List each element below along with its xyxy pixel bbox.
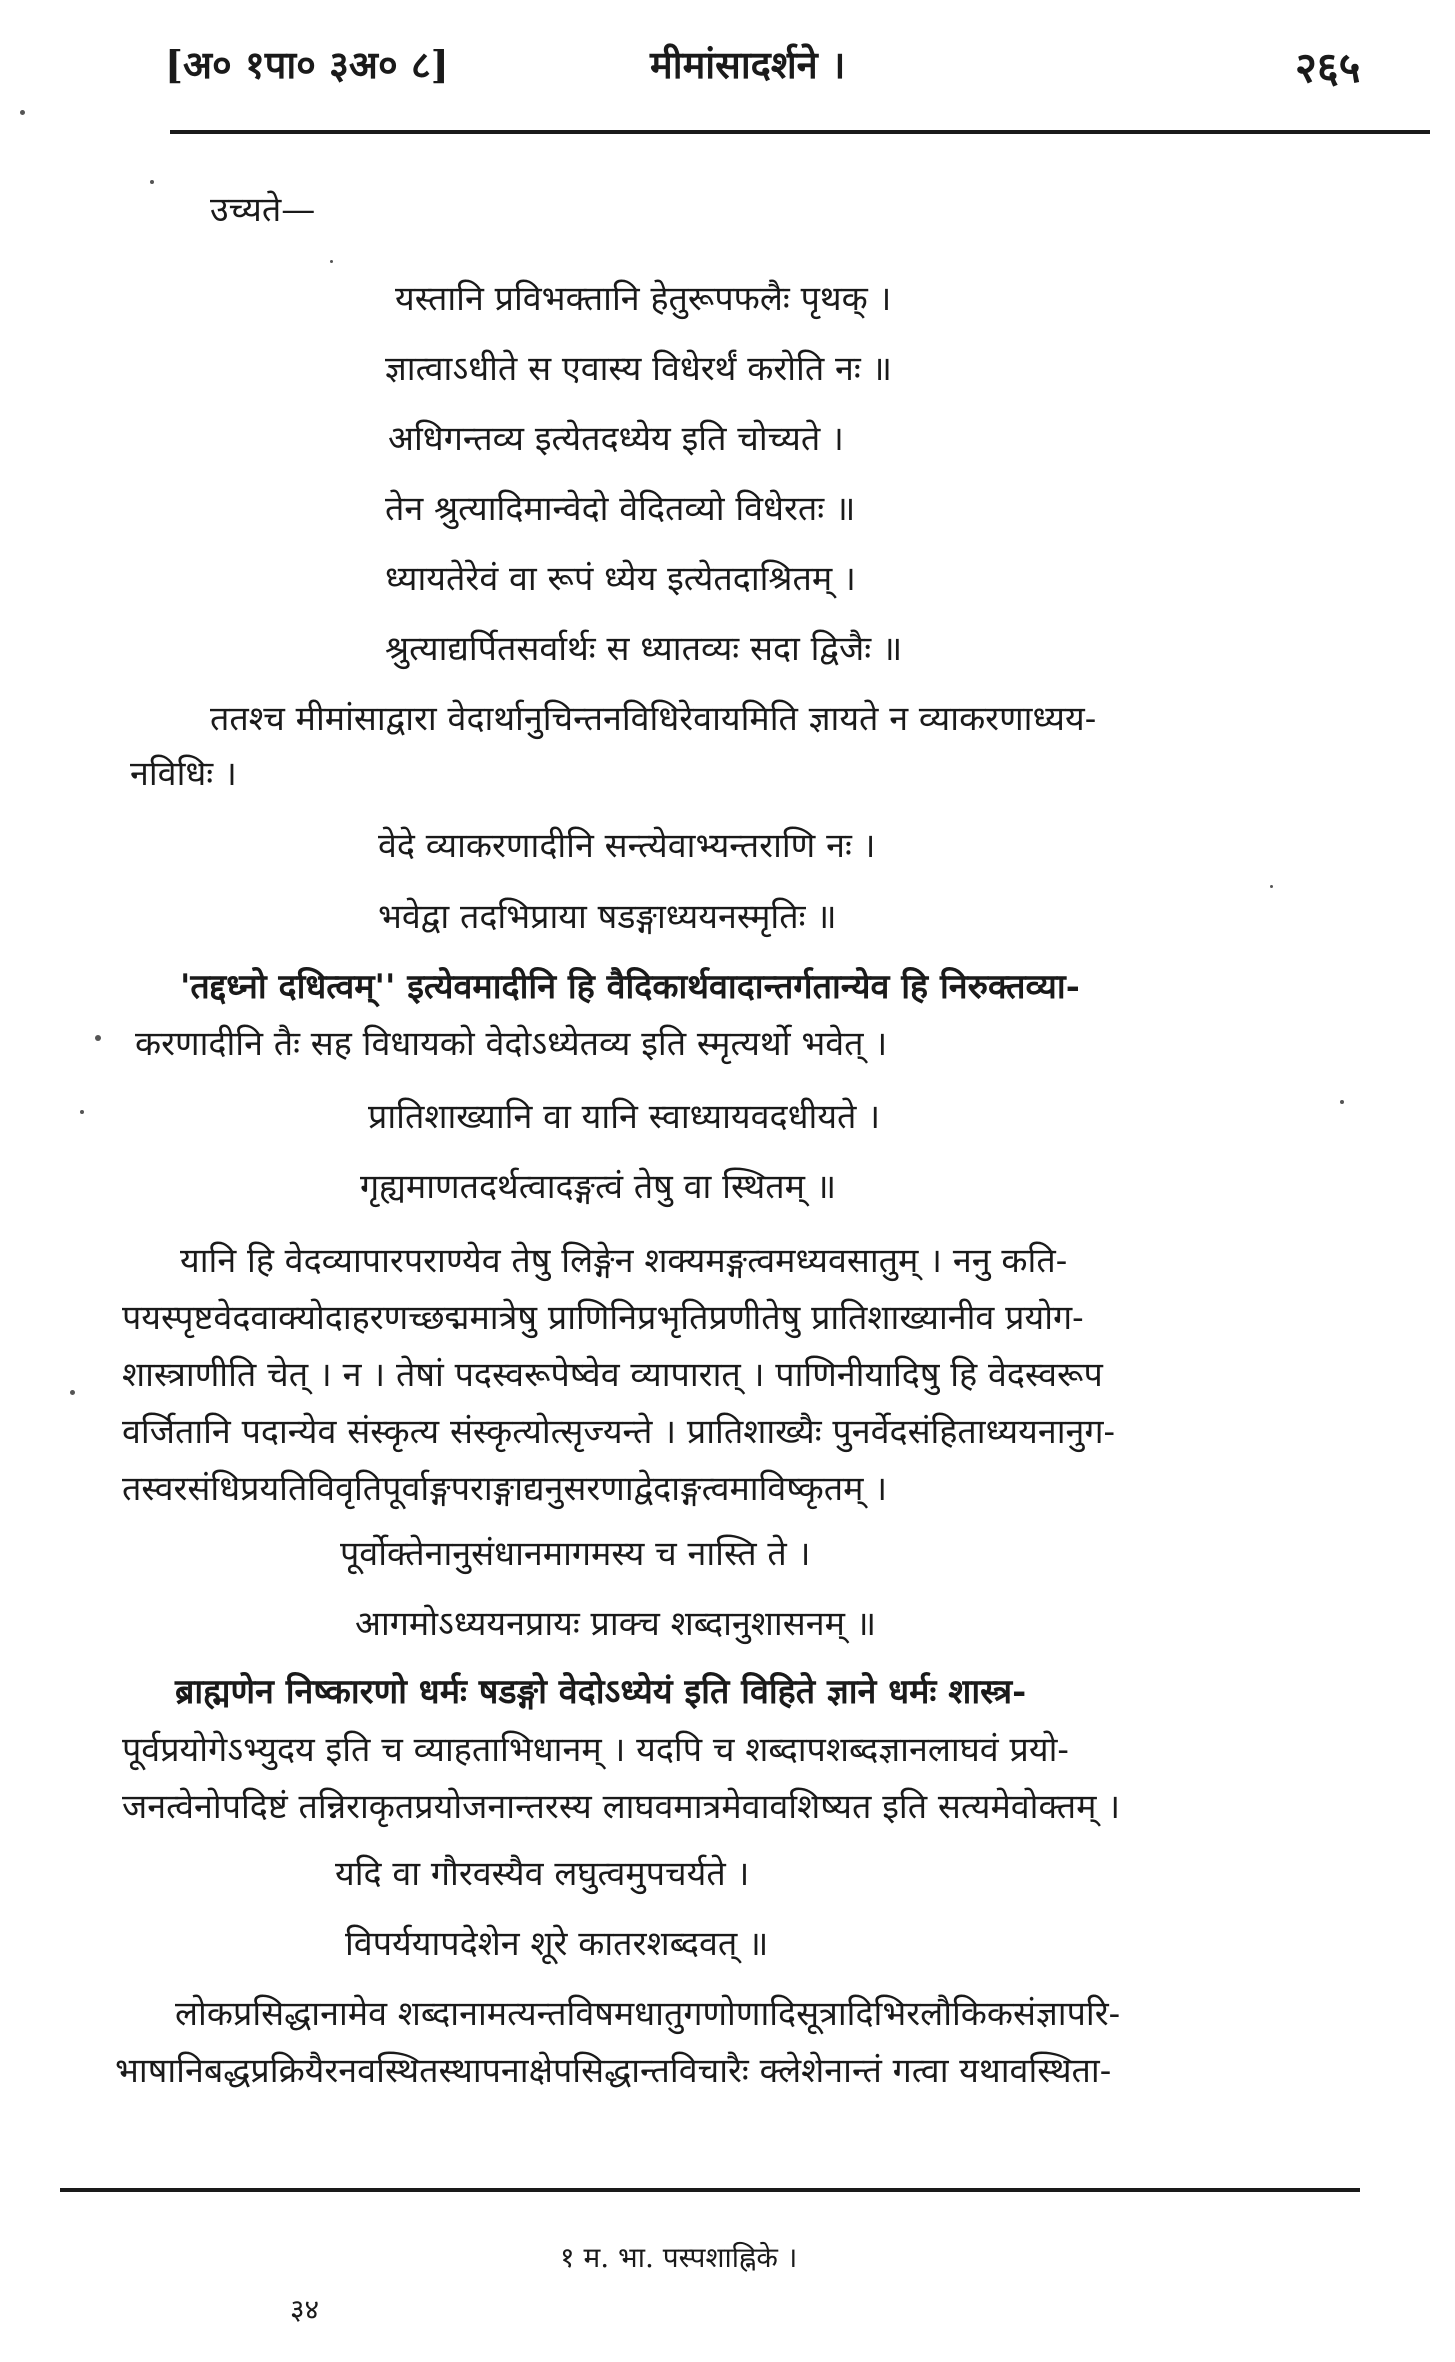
text-line: 'तद्दध्नो दधित्वम्'' इत्येवमादीनि हि वैदिकार्थवादान्तर्गतान्येव हि निरुक्तव्या-: [180, 967, 1080, 1007]
page-number: २६५: [1295, 43, 1361, 92]
text-line: शास्त्राणीति चेत् । न । तेषां पदस्वरूपेष्वेव व्यापारात् । पाणिनीयादिषु हि वेदस्वरूप: [122, 1355, 1103, 1395]
text-line: पयस्पृष्टवेदवाक्योदाहरणच्छद्ममात्रेषु प्राणिनिप्रभृतिप्रणीतेषु प्रातिशाख्यानीव प्रयोग-: [122, 1298, 1084, 1338]
scan-speck: [1340, 1100, 1344, 1104]
text-line: ततश्च मीमांसाद्वारा वेदार्थानुचिन्तनविधिरेवायमिति ज्ञायते न व्याकरणाध्यय-: [210, 699, 1097, 739]
text-line: लोकप्रसिद्धानामेव शब्दानामत्यन्तविषमधातुगणोणादिसूत्रादिभिरलौकिकसंज्ञापरि-: [175, 1994, 1121, 2034]
scan-speck: [80, 1110, 84, 1114]
verse-line: भवेद्वा तदभिप्राया षडङ्गाध्ययनस्मृतिः ॥: [378, 897, 837, 937]
verse-line: यस्तानि प्रविभक्तानि हेतुरूपफलैः पृथक् ।: [395, 279, 892, 319]
verse-line: अधिगन्तव्य इत्येतदध्येय इति चोच्यते ।: [388, 419, 844, 459]
text-line: करणादीनि तैः सह विधायको वेदोऽध्येतव्य इति स्मृत्यर्थो भवेत् ।: [135, 1024, 888, 1064]
text-line: ब्राह्मणेन निष्कारणो धर्मः षडङ्गो वेदोऽध्येयं इति विहिते ज्ञाने धर्मः शास्त्र-: [175, 1672, 1027, 1712]
signature-mark: ३४: [290, 2293, 320, 2326]
verse-line: ध्यायतेरेवं वा रूपं ध्येय इत्येतदाश्रितम् ।: [385, 559, 856, 599]
verse-line: गृह्यमाणतदर्थत्वादङ्गत्वं तेषु वा स्थितम् ॥: [360, 1167, 837, 1207]
text-line: जनत्वेनोपदिष्टं तन्निराकृतप्रयोजनान्तरस्य लाघवमात्रमेवावशिष्यत इति सत्यमेवोक्तम् ।: [122, 1787, 1121, 1827]
scan-speck: [95, 1035, 101, 1041]
verse-line: प्रातिशाख्यानि वा यानि स्वाध्यायवदधीयते ।: [368, 1097, 881, 1137]
verse-line: ज्ञात्वाऽधीते स एवास्य विधेरर्थं करोति नः ॥: [385, 349, 892, 389]
verse-line: वेदे व्याकरणादीनि सन्त्येवाभ्यन्तराणि नः ।: [378, 826, 876, 866]
text-line: उच्यते—: [210, 190, 316, 230]
verse-line: यदि वा गौरवस्यैव लघुत्वमुपचर्यते ।: [335, 1854, 750, 1894]
verse-line: विपर्ययापदेशेन शूरे कातरशब्दवत् ॥: [345, 1924, 769, 1964]
footnote-rule: [60, 2188, 1360, 2192]
verse-line: पूर्वोक्तेनानुसंधानमागमस्य च नास्ति ते ।: [340, 1534, 811, 1574]
text-line: पूर्वप्रयोगेऽभ्युदय इति च व्याहताभिधानम् । यदपि च शब्दापशब्दज्ञानलाघवं प्रयो-: [122, 1730, 1069, 1770]
footnote: १ म. भा. पस्पशाह्निके ।: [560, 2241, 798, 2274]
verse-line: श्रुत्याद्यर्पितसर्वार्थः स ध्यातव्यः सदा द्विजैः ॥: [385, 629, 903, 669]
text-line: यानि हि वेदव्यापारपराण्येव तेषु लिङ्गेन शक्यमङ्गत्वमध्यवसातुम् । ननु कति-: [180, 1241, 1068, 1281]
section-reference: [अ० १पा० ३अ० ८]: [165, 42, 449, 87]
scan-speck: [20, 110, 25, 115]
scan-speck: [1270, 885, 1273, 888]
text-line: वर्जितानि पदान्येव संस्कृत्य संस्कृत्योत्सृज्यन्ते । प्रातिशाख्यैः पुनर्वेदसंहिताध्ययनानुग-: [122, 1412, 1116, 1452]
text-line: नविधिः ।: [130, 754, 237, 794]
header-rule: [170, 130, 1430, 134]
scan-speck: [70, 1390, 75, 1395]
text-line: भाषानिबद्धप्रक्रियैरनवस्थितस्थापनाक्षेपसिद्धान्तविचारैः क्लेशेनान्तं गत्वा यथावस्थिता-: [115, 2051, 1112, 2091]
running-title: मीमांसादर्शने ।: [650, 42, 846, 87]
verse-line: आगमोऽध्ययनप्रायः प्राक्च शब्दानुशासनम् ॥: [355, 1604, 877, 1644]
text-line: तस्वरसंधिप्रयतिविवृतिपूर्वाङ्गपराङ्गाद्यनुसरणाद्वेदाङ्गत्वमाविष्कृतम् ।: [122, 1469, 888, 1509]
verse-line: तेन श्रुत्यादिमान्वेदो वेदितव्यो विधेरतः ॥: [385, 489, 856, 529]
scan-speck: [150, 180, 154, 184]
scan-speck: [330, 260, 333, 263]
